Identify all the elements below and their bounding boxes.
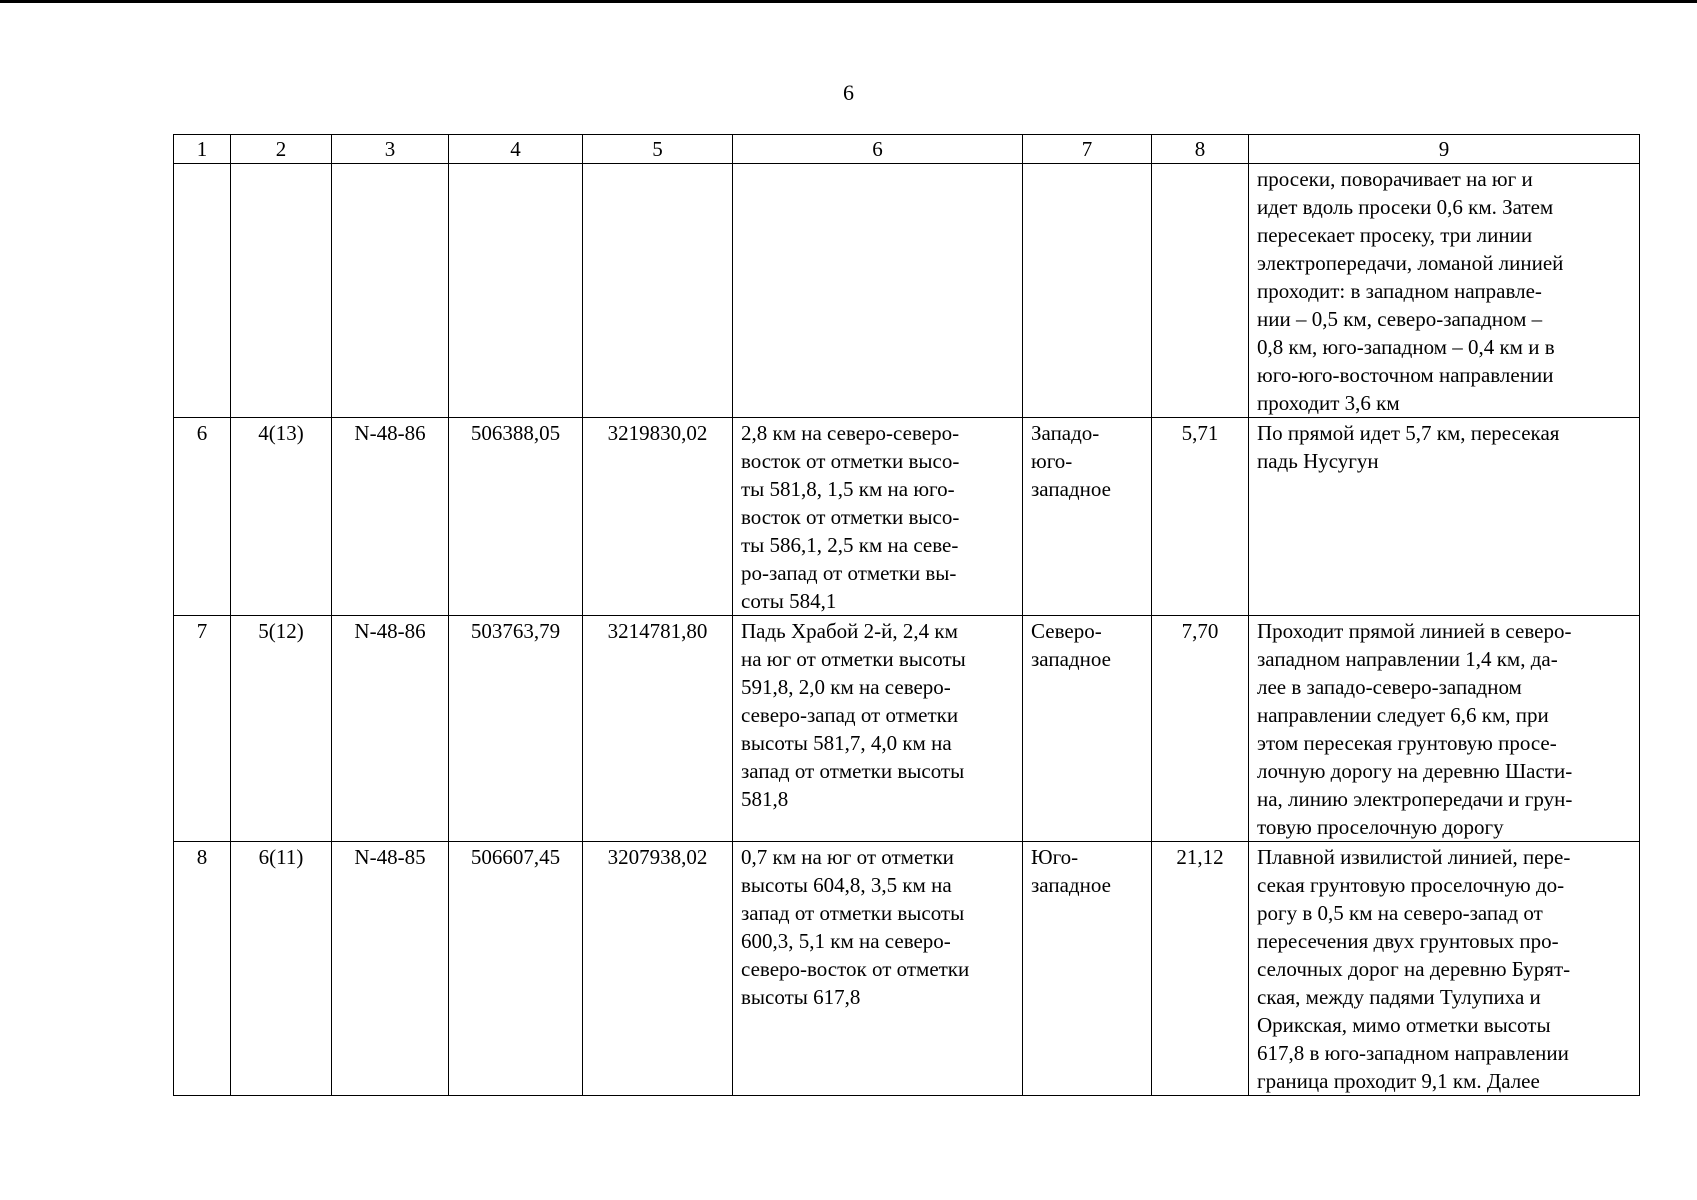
cell-map-sheet — [332, 164, 449, 418]
cell-direction: Западо- юго- западное — [1023, 418, 1152, 616]
cell-point-number: 5(12) — [231, 616, 332, 842]
column-header: 1 — [174, 135, 231, 164]
cell-coordinate-y: 3207938,02 — [583, 842, 733, 1096]
boundary-table — [173, 134, 1640, 1096]
cell-point-number: 4(13) — [231, 418, 332, 616]
cell-boundary-description: Плавной извилистой линией, пере- секая грунтовую проселочную до- рогу в 0,5 км на северо-запад от пересечения двух грунтовых про- селочных дорог на деревню Бурят- ская, между падями Тулупиха и Орикская, мимо отметки высоты 617,8 в юго-западном направлении граница проходит 9,1 км. Далее — [1249, 842, 1640, 1096]
column-header: 8 — [1152, 135, 1249, 164]
cell-coordinate-y — [583, 164, 733, 418]
column-header: 9 — [1249, 135, 1640, 164]
cell-distance — [1152, 164, 1249, 418]
table-header-row — [174, 135, 1640, 164]
cell-point-number — [231, 164, 332, 418]
page-number: 6 — [843, 80, 854, 105]
column-header: 7 — [1023, 135, 1152, 164]
column-header: 5 — [583, 135, 733, 164]
table-row — [174, 418, 1640, 616]
cell-location-description — [733, 164, 1023, 418]
cell-coordinate-x: 503763,79 — [449, 616, 583, 842]
cell-direction: Юго- западное — [1023, 842, 1152, 1096]
cell-point-number: 6(11) — [231, 842, 332, 1096]
cell-row-number: 7 — [174, 616, 231, 842]
cell-row-number: 6 — [174, 418, 231, 616]
column-header: 3 — [332, 135, 449, 164]
cell-boundary-description: По прямой идет 5,7 км, пересекая падь Нусугун — [1249, 418, 1640, 616]
cell-direction — [1023, 164, 1152, 418]
cell-coordinate-x: 506388,05 — [449, 418, 583, 616]
cell-direction: Северо- западное — [1023, 616, 1152, 842]
cell-coordinate-y: 3214781,80 — [583, 616, 733, 842]
cell-location-description: Падь Храбой 2-й, 2,4 км на юг от отметки высоты 591,8, 2,0 км на северо- северо-запад от отметки высоты 581,7, 4,0 км на запад от отметки высоты 581,8 — [733, 616, 1023, 842]
cell-map-sheet: N-48-86 — [332, 418, 449, 616]
cell-distance: 21,12 — [1152, 842, 1249, 1096]
cell-coordinate-x — [449, 164, 583, 418]
cell-coordinate-x: 506607,45 — [449, 842, 583, 1096]
cell-location-description: 0,7 км на юг от отметки высоты 604,8, 3,5 км на запад от отметки высоты 600,3, 5,1 км на северо- северо-восток от отметки высоты 617,8 — [733, 842, 1023, 1096]
top-border-line — [0, 0, 1697, 3]
column-header: 6 — [733, 135, 1023, 164]
cell-distance: 5,71 — [1152, 418, 1249, 616]
table-row — [174, 164, 1640, 418]
cell-location-description: 2,8 км на северо-северо- восток от отметки высо- ты 581,8, 1,5 км на юго- восток от отметки высо- ты 586,1, 2,5 км на севе- ро-запад от отметки вы- соты 584,1 — [733, 418, 1023, 616]
column-header: 4 — [449, 135, 583, 164]
cell-boundary-description: просеки, поворачивает на юг и идет вдоль просеки 0,6 км. Затем пересекает просеку, три линии электропередачи, ломаной линией проходит: в западном направле- нии – 0,5 км, северо-западном – 0,8 км, юго-западном – 0,4 км и в юго-юго-восточном направлении проходит 3,6 км — [1249, 164, 1640, 418]
cell-row-number: 8 — [174, 842, 231, 1096]
column-header: 2 — [231, 135, 332, 164]
cell-row-number — [174, 164, 231, 418]
cell-coordinate-y: 3219830,02 — [583, 418, 733, 616]
table-row — [174, 842, 1640, 1096]
table-row — [174, 616, 1640, 842]
cell-map-sheet: N-48-86 — [332, 616, 449, 842]
cell-map-sheet: N-48-85 — [332, 842, 449, 1096]
cell-boundary-description: Проходит прямой линией в северо- западном направлении 1,4 км, да- лее в западо-северо-западном направлении следует 6,6 км, при этом пересекая грунтовую просе- лочную дорогу на деревню Шасти- на, линию электропередачи и грун- товую проселочную дорогу — [1249, 616, 1640, 842]
cell-distance: 7,70 — [1152, 616, 1249, 842]
